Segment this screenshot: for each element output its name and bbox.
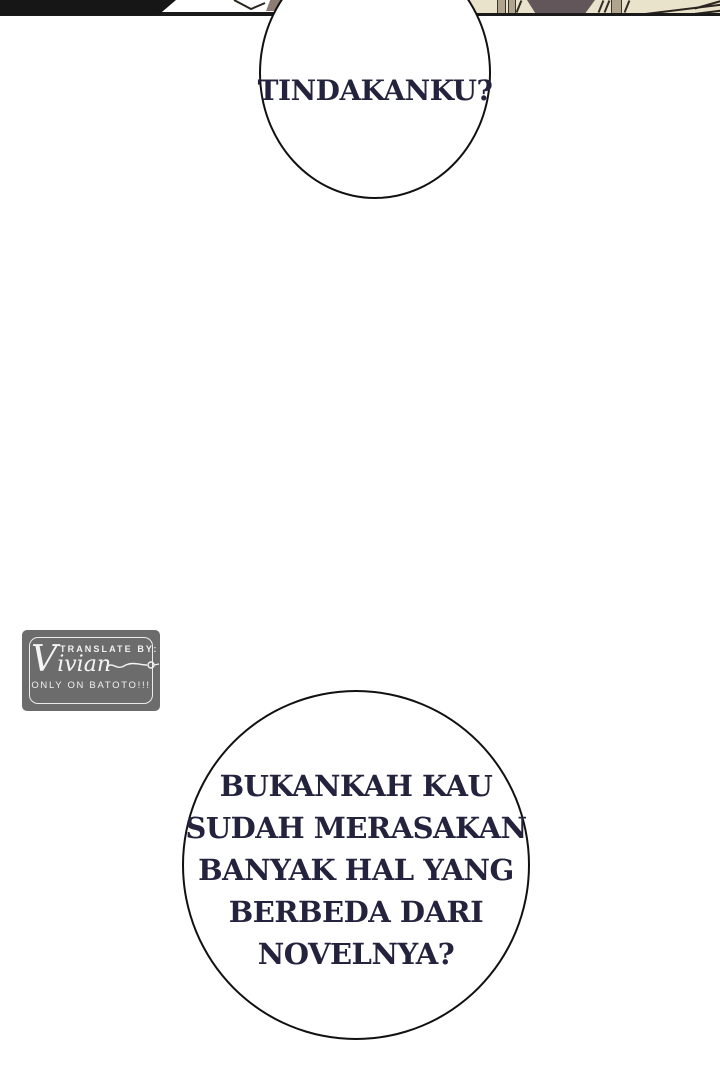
speech-bubble-top xyxy=(259,0,491,199)
translator-watermark xyxy=(22,630,160,711)
speech-line: BUKANKAH KAU xyxy=(219,769,493,803)
artwork-stripe xyxy=(497,0,506,13)
speech-bubble-top-text: TINDAKANKU? xyxy=(257,73,493,107)
speech-bubble-bottom xyxy=(182,690,530,1040)
artwork-mauve-shape xyxy=(527,0,595,13)
flourish-swash-icon xyxy=(106,657,160,673)
speech-line: BANYAK HAL YANG xyxy=(198,853,514,887)
artwork-line xyxy=(624,0,631,13)
speech-bubble-bottom-text xyxy=(185,765,526,975)
translate-by-label: TRANSLATE BY: xyxy=(60,644,159,654)
panel-artwork-right xyxy=(448,0,720,13)
artwork-line xyxy=(516,0,523,13)
panel-artwork-black-bar xyxy=(0,0,176,15)
artwork-stripe xyxy=(611,0,622,13)
speech-line: SUDAH MERASAKAN xyxy=(185,811,527,845)
speech-line: NOVELNYA? xyxy=(257,937,455,971)
speech-line: BERBEDA DARI xyxy=(228,895,484,929)
check-stroke-icon xyxy=(233,0,267,12)
artwork-line xyxy=(604,0,611,13)
watermark-site-label: ONLY ON BATOTO!!! xyxy=(31,680,151,691)
translator-name-script: Vivian xyxy=(31,637,112,680)
